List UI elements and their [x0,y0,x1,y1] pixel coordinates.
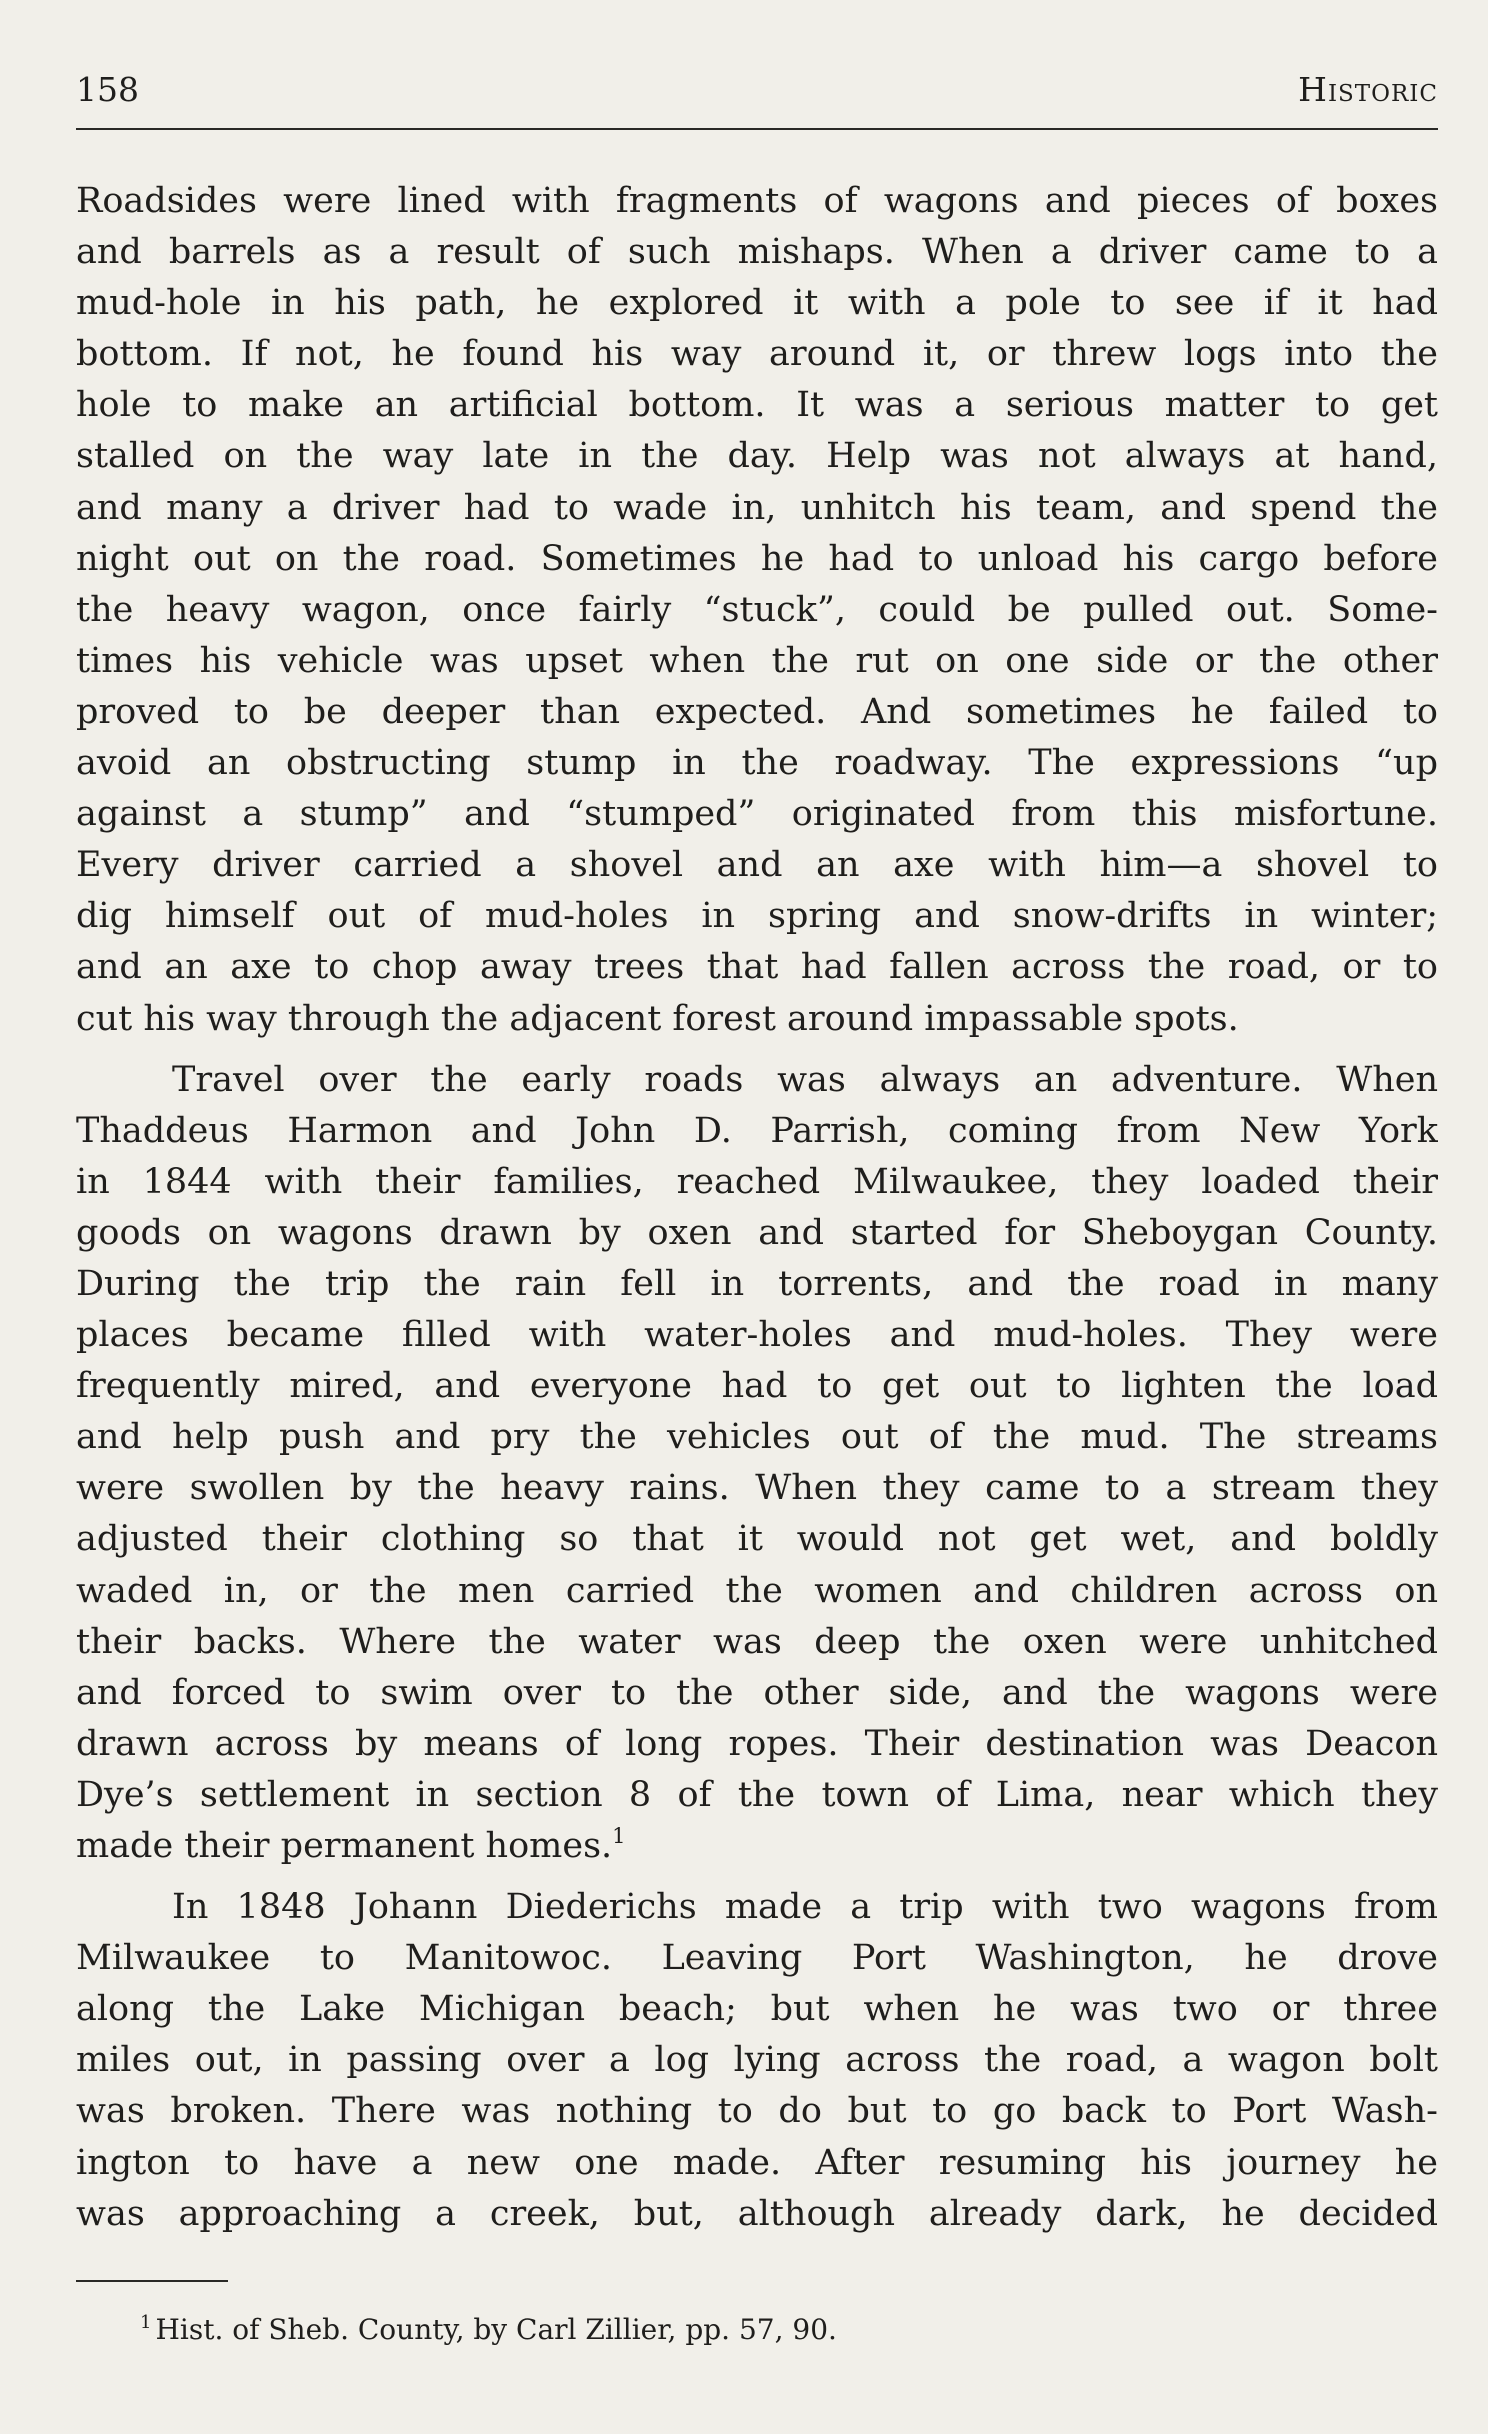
text-line [76,1106,1438,1157]
text-line [76,278,1438,329]
running-title: Historic [1298,70,1438,109]
line-text: and forced to swim over to the other side, and the wagons were [76,1672,1438,1713]
line-text: avoid an obstructing stump in the roadway. The expressions “up [76,743,1438,784]
line-text: Travel over the early roads was always an adventure. When [172,1059,1438,1100]
footnote-rule [76,2280,228,2282]
text-line [76,1208,1438,1259]
text-line [76,1463,1438,1514]
line-text: in 1844 with their families, reached Milwaukee, they loaded their [76,1161,1438,1202]
line-text: drawn across by means of long ropes. Their destination was Deacon [76,1723,1438,1764]
text-line [76,227,1438,278]
line-text: the heavy wagon, once fairly “stuck”, could be pulled out. Some- [76,589,1438,630]
line-text: goods on wagons drawn by oxen and started for Sheboygan County. [76,1212,1438,1253]
line-text: made their permanent homes. [76,1826,613,1866]
line-text: Thaddeus Harmon and John D. Parrish, coming from New York [76,1110,1438,1151]
text-line [76,942,1438,993]
text-line [76,2086,1438,2137]
text-line [76,789,1438,840]
text-line [76,1770,1438,1821]
line-text: and an axe to chop away trees that had fallen across the road, or to [76,947,1438,988]
text-line [76,1361,1438,1412]
line-text: places became filled with water-holes and mud-holes. They were [76,1315,1438,1356]
line-text: and help push and pry the vehicles out of the mud. The streams [76,1417,1438,1458]
text-line [76,534,1438,585]
text-line [76,329,1438,380]
line-text: Milwaukee to Manitowoc. Leaving Port Washington, he drove [76,1938,1438,1979]
text-line [76,1055,1438,1106]
line-text: dig himself out of mud-holes in spring and snow-drifts in winter; [76,896,1438,937]
line-text: and barrels as a result of such mishaps. When a driver came to a [76,232,1438,273]
text-line [76,1514,1438,1565]
paragraph [76,1882,1438,2240]
line-text: mud-hole in his path, he explored it with a pole to see if it had [76,283,1438,324]
line-text: along the Lake Michigan beach; but when he was two or three [76,1989,1438,2030]
line-text: were swollen by the heavy rains. When they came to a stream they [76,1468,1438,1509]
footnote-text: Hist. of Sheb. County, by Carl Zillier, pp. 57, 90. [155,2313,837,2346]
line-text: In 1848 Johann Diederichs made a trip with two wagons from [172,1887,1438,1928]
paragraph-gap [76,1872,1438,1882]
text-line [76,380,1438,431]
line-text: stalled on the way late in the day. Help was not always at hand, [76,436,1438,477]
text-line [76,2189,1438,2240]
line-text: ington to have a new one made. After resuming his journey he [76,2142,1438,2183]
paragraph [76,1055,1438,1873]
text-line [76,1984,1438,2035]
line-text: night out on the road. Sometimes he had to unload his cargo before [76,538,1438,579]
text-line [76,738,1438,789]
text-line [76,1933,1438,1984]
body-text [76,176,1438,2240]
text-line [76,1668,1438,1719]
text-line [76,1566,1438,1617]
footnote-reference: 1 [612,1824,626,1848]
text-line [76,1412,1438,1463]
line-text: frequently mired, and everyone had to get out to lighten the load [76,1366,1438,1407]
line-text: was approaching a creek, but, although already dark, he decided [76,2193,1438,2234]
line-text: proved to be deeper than expected. And sometimes he failed to [76,691,1438,732]
text-line [76,2035,1438,2086]
text-line [76,176,1438,227]
header-rule [76,128,1438,130]
text-line [76,1719,1438,1770]
text-line [76,483,1438,534]
line-text: cut his way through the adjacent forest around impassable spots. [76,998,1239,1039]
line-text: Roadsides were lined with fragments of wagons and pieces of boxes [76,181,1438,221]
line-text: times his vehicle was upset when the rut on one side or the other [76,640,1438,681]
line-text: was broken. There was nothing to do but to go back to Port Wash- [76,2091,1438,2132]
page-number: 158 [76,70,139,109]
paragraph [76,176,1438,1045]
line-text: During the trip the rain fell in torrents, and the road in many [76,1263,1438,1304]
line-text: adjusted their clothing so that it would not get wet, and boldly [76,1519,1438,1560]
line-text: and many a driver had to wade in, unhitch his team, and spend the [76,487,1438,528]
line-text: miles out, in passing over a log lying across the road, a wagon bolt [76,2040,1438,2081]
running-head [76,68,1438,112]
text-line [76,431,1438,482]
footnote-mark: 1 [140,2312,152,2333]
text-line [76,1617,1438,1668]
text-line [76,1259,1438,1310]
line-text: Dye’s settlement in section 8 of the town of Lima, near which they [76,1774,1438,1815]
line-text: bottom. If not, he found his way around it, or threw logs into the [76,334,1438,375]
text-line [76,1882,1438,1933]
text-line [76,1157,1438,1208]
text-line [76,585,1438,636]
text-line [76,687,1438,738]
text-line [76,994,1438,1045]
line-text: against a stump” and “stumped” originated from this misfortune. [76,794,1438,835]
line-text: hole to make an artificial bottom. It was a serious matter to get [76,385,1438,426]
footnote [140,2310,837,2350]
text-line [76,1310,1438,1361]
line-text: their backs. Where the water was deep the oxen were unhitched [76,1621,1438,1662]
text-line [76,840,1438,891]
paragraph-gap [76,1045,1438,1055]
text-line [76,1821,1438,1872]
text-line [76,891,1438,942]
line-text: Every driver carried a shovel and an axe with him—a shovel to [76,845,1438,886]
line-text: waded in, or the men carried the women and children across on [76,1570,1438,1611]
text-line [76,636,1438,687]
text-line [76,2138,1438,2189]
